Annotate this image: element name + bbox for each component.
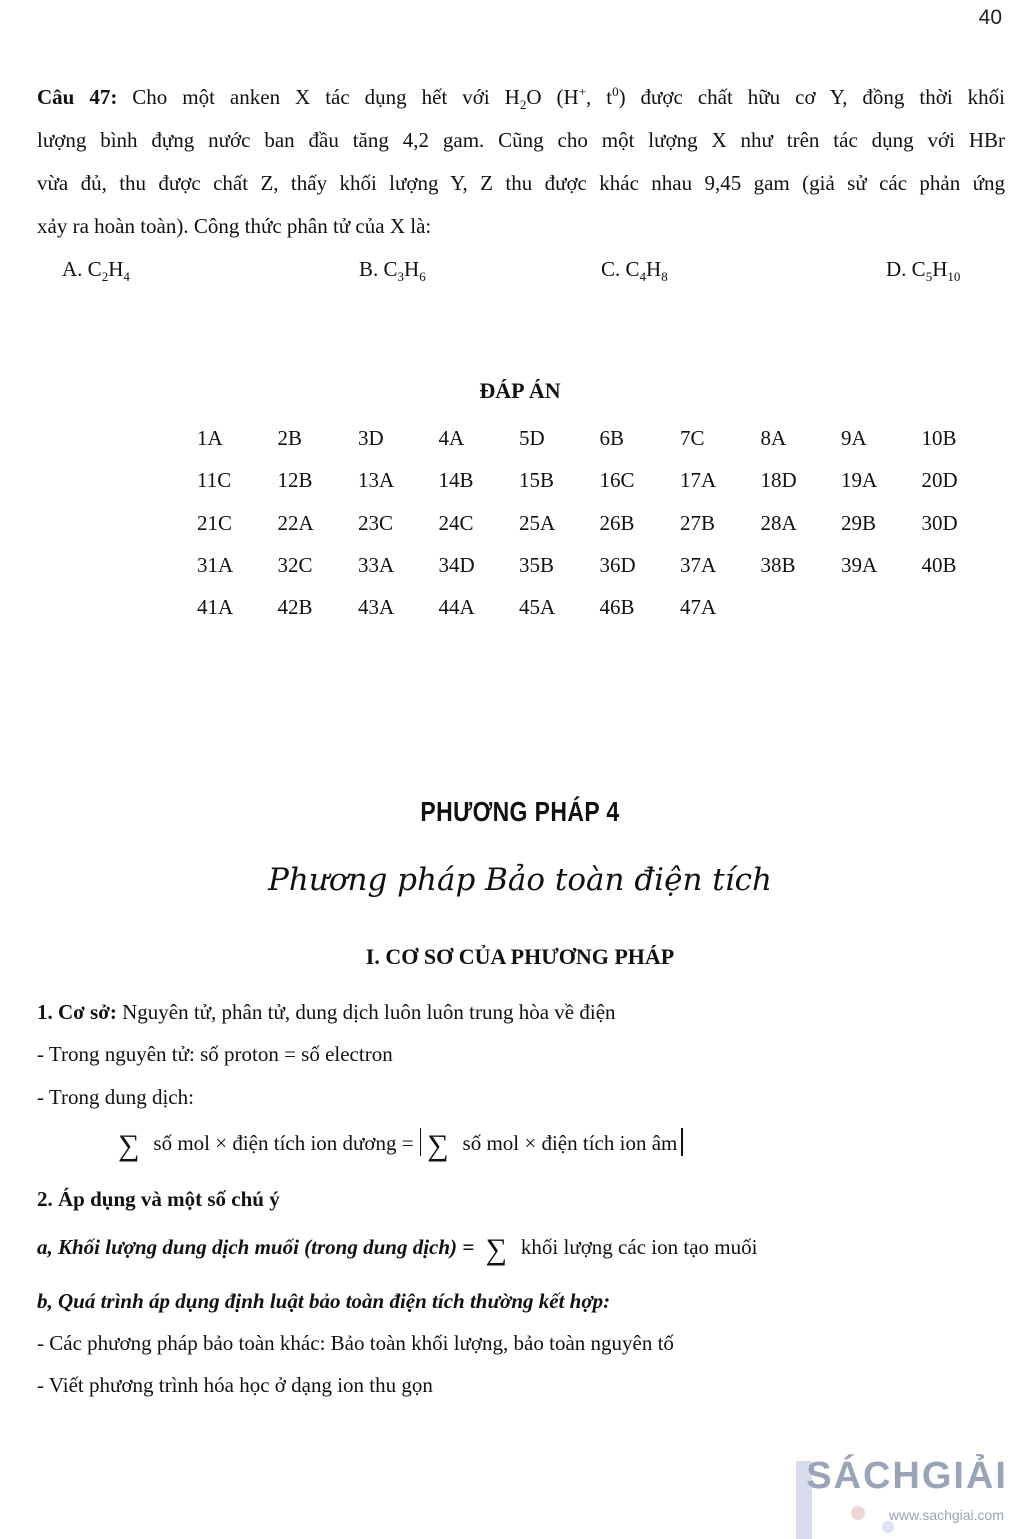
question-label: Câu 47: xyxy=(37,85,118,109)
answer-cell: 17A xyxy=(680,468,717,493)
page-number: 40 xyxy=(978,6,1002,29)
abs-bar-right xyxy=(681,1128,683,1156)
question-47 xyxy=(37,76,1005,248)
answer-cell: 27B xyxy=(680,510,716,535)
answer-cell: 6B xyxy=(599,426,625,450)
answers-grid xyxy=(197,417,1017,628)
answer-cell: 18D xyxy=(760,468,797,493)
answer-cell: 4A xyxy=(438,426,465,450)
answer-row xyxy=(197,417,1017,459)
atom-line: - Trong nguyên tử: số proton = số electron xyxy=(37,1042,393,1066)
apply-title: 2. Áp dụng và một số chú ý xyxy=(37,1187,280,1211)
answer-cell: 21C xyxy=(197,510,233,535)
answer-cell: 38B xyxy=(760,552,796,577)
answer-cell: 16C xyxy=(599,468,635,493)
point-a: a, Khối lượng dung dịch muối (trong dung dịch) = ∑ khối lượng các ion tạo muối xyxy=(37,1233,758,1266)
question-line-3: vừa đủ, thu được chất Z, thấy khối lượng Y, Z thu được khác nhau 9,45 gam (giả sử các phản ứng xyxy=(37,171,1005,195)
sum-icon: ∑ xyxy=(485,1233,507,1266)
answer-cell: 25A xyxy=(519,510,556,535)
charge-formula: ∑ số mol × điện tích ion dương = ∑ số mol × điện tích ion âm xyxy=(118,1128,689,1161)
answer-cell: 40B xyxy=(921,552,957,577)
answer-cell: 43A xyxy=(358,595,395,620)
answer-cell: 11C xyxy=(197,468,232,493)
answer-cell: 47A xyxy=(680,595,717,620)
watermark-logo xyxy=(796,1455,1016,1539)
answer-row xyxy=(197,459,1017,501)
answer-cell: 3D xyxy=(358,426,384,450)
answer-cell: 12B xyxy=(277,468,313,493)
choice-b: B. $C_3H_6$ xyxy=(359,257,426,285)
answer-cell: 10B xyxy=(921,426,957,450)
choice-c: C. $C_4H_8$ xyxy=(601,257,668,285)
answer-cell: 29B xyxy=(841,510,877,535)
choice-a: A. $C_2H_4$ xyxy=(62,257,130,285)
answer-cell: 9A xyxy=(841,426,867,450)
answer-cell: 15B xyxy=(519,468,555,493)
answer-cell: 23C xyxy=(358,510,394,535)
answer-cell: 41A xyxy=(197,595,234,620)
answer-cell: 19A xyxy=(841,468,878,493)
choice-d: D. $C_5H_{10}$ xyxy=(886,257,961,285)
answer-cell: 14B xyxy=(438,468,474,493)
answer-cell: 7C xyxy=(680,426,705,450)
answer-cell: 26B xyxy=(599,510,635,535)
solution-line: - Trong dung dịch: xyxy=(37,1085,194,1109)
basis-line: 1. Cơ sở: Nguyên tử, phân tử, dung dịch luôn luôn trung hòa về điện xyxy=(37,1000,616,1024)
answer-row xyxy=(197,544,1017,586)
answer-cell: 46B xyxy=(599,595,635,620)
watermark-text: SÁCHGIẢI xyxy=(806,1455,1008,1497)
answer-cell: 22A xyxy=(277,510,314,535)
sum-icon: ∑ xyxy=(118,1129,140,1162)
watermark-url: www.sachgiai.com xyxy=(888,1507,1004,1523)
answer-cell: 1A xyxy=(197,426,223,450)
answer-cell: 34D xyxy=(438,552,475,577)
answer-cell: 5D xyxy=(519,426,545,450)
sum-icon: ∑ xyxy=(427,1129,449,1162)
abs-bar-left xyxy=(420,1128,422,1156)
answer-cell: 28A xyxy=(760,510,797,535)
point-b: b, Quá trình áp dụng định luật bảo toàn điện tích thường kết hợp: xyxy=(37,1289,611,1313)
answer-cell: 39A xyxy=(841,552,878,577)
answer-cell: 36D xyxy=(599,552,636,577)
answers-title: ĐÁP ÁN xyxy=(479,378,561,403)
answer-row xyxy=(197,502,1017,544)
method-title: PHƯƠNG PHÁP 4 xyxy=(420,796,620,827)
answer-choices xyxy=(0,248,1024,291)
answer-cell: 31A xyxy=(197,552,234,577)
answer-cell: 42B xyxy=(277,595,313,620)
answer-cell: 33A xyxy=(358,552,395,577)
answer-cell: 35B xyxy=(519,552,555,577)
answer-cell: 2B xyxy=(277,426,303,450)
answer-cell: 44A xyxy=(438,595,475,620)
answer-cell: 24C xyxy=(438,510,474,535)
answer-cell: 8A xyxy=(760,426,787,450)
question-line-4: xảy ra hoàn toàn). Công thức phân tử của X là: xyxy=(37,214,432,238)
answer-cell: 32C xyxy=(277,552,313,577)
answer-cell: 13A xyxy=(358,468,395,493)
answer-cell: 30D xyxy=(921,510,958,535)
answer-cell: 45A xyxy=(519,595,556,620)
point-b-line-2: - Viết phương trình hóa học ở dạng ion thu gọn xyxy=(37,1373,433,1397)
question-line-2: lượng bình đựng nước ban đầu tăng 4,2 gam. Cũng cho một lượng X như trên tác dụng với HBr xyxy=(37,128,1005,152)
question-line-1: Câu 47: Cho một anken X tác dụng hết với $H_2O$ (H+, $t^0$) được chất hữu cơ Y, đồng thời khối xyxy=(37,84,1005,113)
answer-cell: 20D xyxy=(921,468,958,493)
answer-row xyxy=(197,586,1017,628)
answer-cell: 37A xyxy=(680,552,717,577)
method-subtitle: Phương pháp Bảo toàn điện tích xyxy=(268,862,772,898)
section-title: I. CƠ SƠ CỦA PHƯƠNG PHÁP xyxy=(365,944,675,969)
point-b-line-1: - Các phương pháp bảo toàn khác: Bảo toàn khối lượng, bảo toàn nguyên tố xyxy=(37,1331,674,1355)
